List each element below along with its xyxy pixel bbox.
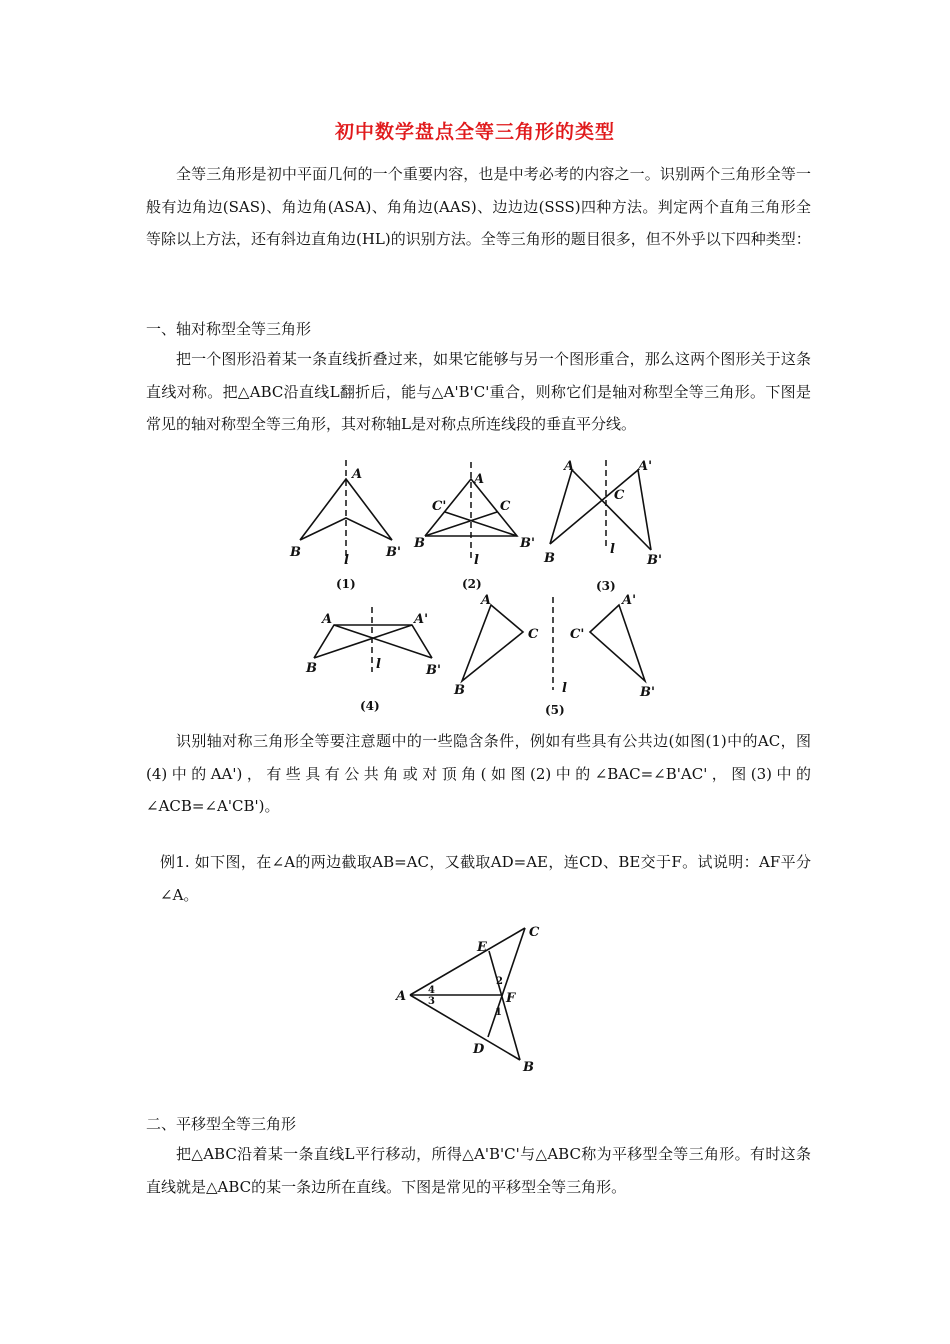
fig5-label-l: l <box>562 681 567 696</box>
ex1-label-A: A <box>396 989 407 1004</box>
fig5-caption: (5) <box>545 703 565 717</box>
fig1-label-A: A <box>352 467 363 482</box>
ex1-angle-4: 4 <box>428 985 435 996</box>
ex1-label-D: D <box>473 1042 485 1057</box>
fig2-label-l: l <box>474 553 479 568</box>
fig1-label-B: B <box>290 545 301 560</box>
section1-note: 识别轴对称三角形全等要注意题中的一些隐含条件，例如有些具有公共边(如图(1)中的AC，图(4)中的AA')，有些具有公共角或对顶角(如图(2)中的∠BAC=∠B'AC'，图(3)中的∠ACB=∠A'CB')。 <box>146 732 811 815</box>
fig3-label-A: A <box>564 459 575 474</box>
figure-2 <box>413 462 535 591</box>
example1-figure <box>0 918 950 1088</box>
fig3-label-B1: B' <box>647 553 662 568</box>
ex1-label-C: C <box>529 925 540 940</box>
fig2-label-C1: C' <box>432 499 447 514</box>
section2-body: 把△ABC沿着某一条直线L平行移动，所得△A'B'C'与△ABC称为平移型全等三角形。有时这条直线就是△ABC的某一条边所在直线。下图是常见的平移型全等三角形。 <box>146 1145 811 1196</box>
fig4-label-B1: B' <box>426 663 441 678</box>
ex1-angle-3: 3 <box>428 996 435 1007</box>
figure-3 <box>543 459 662 593</box>
fig2-label-B1: B' <box>520 536 535 551</box>
ex1-label-E: E <box>477 940 487 955</box>
fig3-caption: (3) <box>596 579 616 593</box>
intro-paragraph: 全等三角形是初中平面几何的一个重要内容，也是中考必考的内容之一。识别两个三角形全等一般有边角边(SAS)、角边角(ASA)、角角边(AAS)、边边边(SSS)四种方法。判定两个直角三角形全等除以上方法，还有斜边直角边(HL)的识别方法。全等三角形的题目很多，但不外乎以下四种类型： <box>146 165 811 248</box>
figure-4 <box>305 607 441 713</box>
axis-symmetry-figures <box>0 452 950 722</box>
fig4-label-B: B <box>306 661 317 676</box>
fig3-label-l: l <box>610 542 615 557</box>
fig4-label-l: l <box>376 657 381 672</box>
fig5-label-B1: B' <box>640 685 655 700</box>
fig4-label-A: A <box>322 612 333 627</box>
ex1-angle-1: 1 <box>495 1007 502 1018</box>
fig2-label-C: C <box>500 499 511 514</box>
section1-body: 把一个图形沿着某一条直线折叠过来，如果它能够与另一个图形重合，那么这两个图形关于这条直线对称。把△ABC沿直线L翻折后，能与△A'B'C'重合，则称它们是轴对称型全等三角形。下图是常见的轴对称型全等三角形，其对称轴L是对称点所连线段的垂直平分线。 <box>146 350 811 433</box>
fig5-label-A1: A' <box>622 593 637 608</box>
fig3-label-A1: A' <box>638 459 653 474</box>
fig2-caption: (2) <box>462 577 482 591</box>
fig1-caption: (1) <box>336 577 356 591</box>
fig5-label-B: B <box>454 683 465 698</box>
figure-5 <box>453 593 655 717</box>
ex1-label-F: F <box>506 991 516 1006</box>
fig4-caption: (4) <box>360 699 380 713</box>
fig5-label-C: C <box>528 627 539 642</box>
example1-text: 例1. 如下图，在∠A的两边截取AB=AC，又截取AD=AE，连CD、BE交于F。试说明：AF平分∠A。 <box>160 853 811 904</box>
figure-1 <box>289 460 401 591</box>
fig4-label-A1: A' <box>414 612 429 627</box>
section2-heading: 二、平移型全等三角形 <box>146 1115 297 1133</box>
fig2-label-A: A <box>474 472 485 487</box>
section1-heading: 一、轴对称型全等三角形 <box>146 320 312 338</box>
fig2-label-B: B <box>414 536 425 551</box>
fig3-label-B: B <box>544 551 555 566</box>
fig1-label-B1: B' <box>386 545 401 560</box>
fig5-label-C1: C' <box>570 627 585 642</box>
fig1-label-l: l <box>344 553 349 568</box>
page-title: 初中数学盘点全等三角形的类型 <box>334 121 615 143</box>
ex1-angle-2: 2 <box>496 976 503 987</box>
ex1-label-B: B <box>523 1060 534 1075</box>
fig3-label-C: C <box>614 488 625 503</box>
fig5-label-A: A <box>481 593 492 608</box>
